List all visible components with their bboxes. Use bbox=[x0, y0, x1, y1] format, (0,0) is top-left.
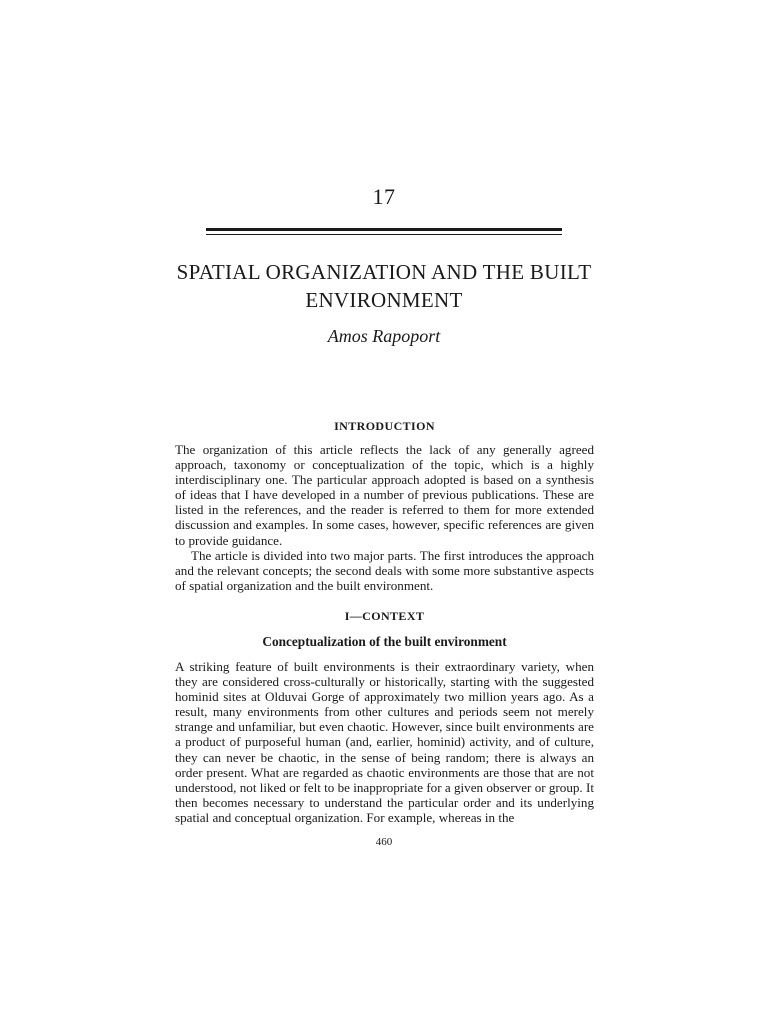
chapter-author: Amos Rapoport bbox=[327, 326, 441, 346]
introduction-heading: INTRODUCTION bbox=[334, 419, 435, 433]
context-paragraph-1: A striking feature of built environments is their extraordinary variety, when they are considered cross-culturally or historically, starting with the suggested hominid sites at Olduvai Gorge of approximately two million years ago. As a result, many environments from other cultures and periods seem not merely strange and unfamiliar, but even chaotic. However, since built environments are a product of purposeful human (and, earlier, hominid) activity, and of culture, they can never be chaotic, in the sense of being random; there is always an order present. What are regarded as chaotic environments are those that are not understood, not liked or felt to be inappropriate for a given observer or group. It then becomes necessary to understand the particular order and its underlying spatial and conceptual organization. For example, whereas in the bbox=[175, 658, 594, 825]
intro-paragraph-2: The article is divided into two major parts. The first introduces the approach and the relevant concepts; the second deals with some more substantive aspects of spatial organization and the built environment. bbox=[175, 547, 594, 593]
body-text bbox=[175, 418, 594, 825]
page-number: 460 bbox=[375, 836, 393, 848]
chapter-title: SPATIAL ORGANIZATION AND THE BUILT ENVIRONMENT bbox=[176, 260, 592, 312]
title-rule-thick bbox=[206, 228, 562, 231]
intro-paragraph-1: The organization of this article reflects the lack of any generally agreed approach, taxonomy or conceptualization of the topic, which is a highly interdisciplinary one. The particular approach adopted is based on a synthesis of ideas that I have developed in a number of previous publications. These are listed in the references, and the reader is referred to them for more extended discussion and examples. In some cases, however, specific references are given to provide guidance. bbox=[175, 442, 594, 548]
title-rule-thin bbox=[206, 234, 562, 235]
chapter-number: 17 bbox=[372, 184, 396, 209]
context-heading: I—CONTEXT bbox=[344, 608, 425, 623]
context-subheading: Conceptualization of the built environment bbox=[262, 633, 507, 649]
